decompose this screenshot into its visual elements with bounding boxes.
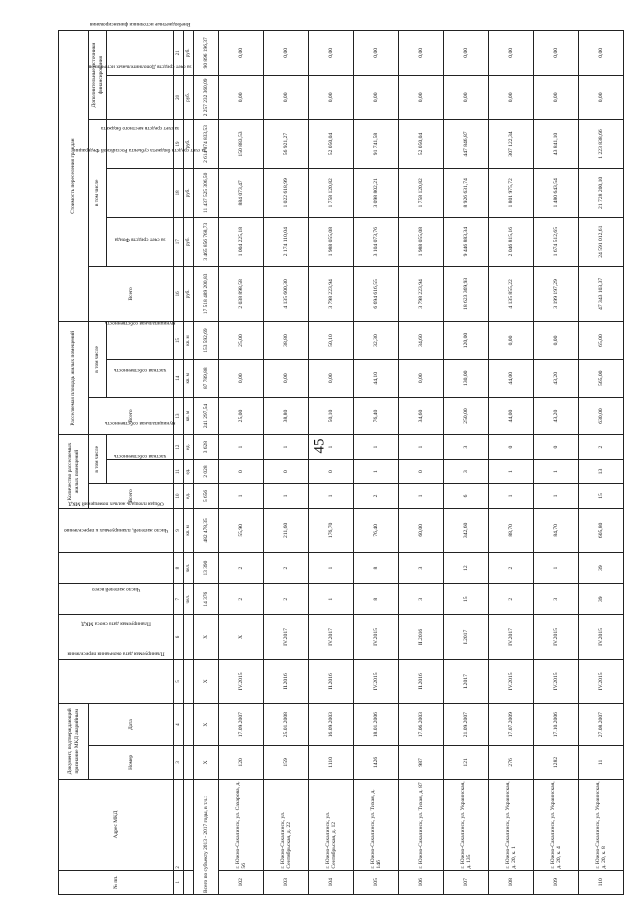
table-cell: 32,30 xyxy=(354,322,399,360)
table-cell: 1 004 225,18 xyxy=(219,217,264,266)
table-cell: чел. xyxy=(184,553,194,584)
table-body xyxy=(174,31,624,895)
table-cell: IV.2015 xyxy=(534,615,579,659)
table-cell: руб. xyxy=(184,168,194,217)
table-cell: 3 798 223,94 xyxy=(309,266,354,322)
table-cell: 0,00 xyxy=(219,359,264,397)
table-cell: 1 xyxy=(309,553,354,584)
table-cell: IV.2015 xyxy=(354,659,399,703)
header-area-private: частная собственность xyxy=(107,359,174,397)
table-cell: г. Южно-Сахалинск, ул. Сентябрьская, д. 12 xyxy=(309,779,354,870)
table-cell: 8 xyxy=(354,553,399,584)
table-cell: 3 628 xyxy=(194,435,219,459)
table-cell: 60,00 xyxy=(399,508,444,552)
table-cell: 4 135 855,22 xyxy=(489,266,534,322)
table-cell: 2 xyxy=(489,584,534,615)
table-cell: IV.2015 xyxy=(219,659,264,703)
table-cell: 43 841,10 xyxy=(534,120,579,169)
table-cell: II.2016 xyxy=(399,615,444,659)
table-cell: руб. xyxy=(184,120,194,169)
table-cell: 0,00 xyxy=(534,75,579,119)
table-cell: 3 xyxy=(174,746,184,779)
table-cell: 11 xyxy=(174,459,184,483)
table-cell: 0,00 xyxy=(534,31,579,76)
header-doc-group: Документ, подтверждающий признание МКД аварийным xyxy=(59,704,89,779)
table-cell: 10 xyxy=(174,484,184,508)
table-cell: 0,00 xyxy=(264,75,309,119)
column-index-row xyxy=(174,31,184,895)
header-area-municipal: муниципальная собственность xyxy=(107,322,174,360)
table-cell: кв. м xyxy=(184,359,194,397)
table-cell: X xyxy=(194,704,219,746)
header-cost-incl: в том числе xyxy=(89,120,107,267)
table-cell: 0,00 xyxy=(489,75,534,119)
header-area-incl: в том числе xyxy=(89,322,107,398)
table-cell: 1 988 055,08 xyxy=(309,217,354,266)
table-cell: 56 921,27 xyxy=(264,120,309,169)
table-cell: 0,00 xyxy=(219,31,264,76)
table-cell: 21.09.2007 xyxy=(444,704,489,746)
table-cell: 15 xyxy=(579,484,624,508)
table-cell: II.2016 xyxy=(309,659,354,703)
table-cell: 0,00 xyxy=(309,75,354,119)
table-cell: кв. м xyxy=(184,397,194,435)
table-cell: 0,00 xyxy=(444,75,489,119)
table-cell: 3 798 223,94 xyxy=(399,266,444,322)
table-cell xyxy=(184,615,194,659)
table-cell: 102 xyxy=(219,870,264,894)
header-residents: Число жителей всего xyxy=(59,584,174,615)
table-cell: 17.06.2003 xyxy=(399,704,444,746)
table-cell: 7 xyxy=(174,584,184,615)
table-cell: 110 xyxy=(579,870,624,894)
table-cell: X xyxy=(194,746,219,779)
table-cell: 84,70 xyxy=(534,508,579,552)
table-row xyxy=(354,31,399,895)
table-cell: 19 xyxy=(174,120,184,169)
table-cell: 8 xyxy=(354,584,399,615)
header-area-total: Всего xyxy=(89,397,174,435)
header-subject-budget: за счет средств бюджета субъекта Российской Федерации xyxy=(107,168,174,217)
table-cell: г. Южно-Сахалинск, ул. Украинская, д. 20, к. 8 xyxy=(579,779,624,870)
header-qty-private: частная собственность xyxy=(107,459,174,483)
table-cell: руб. xyxy=(184,31,194,76)
table-cell: 0,00 xyxy=(219,75,264,119)
rotated-table-container xyxy=(58,20,607,895)
header-planned-resettle: Планируемая дата окончания переселения xyxy=(59,659,174,703)
table-cell: 1 xyxy=(534,459,579,483)
resettlement-table xyxy=(58,20,624,895)
table-cell: 20 xyxy=(174,75,184,119)
table-cell: 1 xyxy=(399,435,444,459)
table-cell: 2 174 110,04 xyxy=(264,217,309,266)
table-cell: 12 xyxy=(444,553,489,584)
table-cell: 9 446 883,34 xyxy=(444,217,489,266)
table-cell: руб. xyxy=(184,217,194,266)
header-fund: за счет средств Фонда xyxy=(107,217,174,266)
table-cell: 3 xyxy=(534,584,579,615)
table-cell xyxy=(184,704,194,746)
table-cell: 14 376 xyxy=(194,584,219,615)
table-cell: г. Южно-Сахалинск, ул. Украинская, д. 20, к. 4 xyxy=(534,779,579,870)
table-cell: 5 xyxy=(174,659,184,703)
table-cell: 241 297,54 xyxy=(194,397,219,435)
table-cell: X xyxy=(194,615,219,659)
table-cell: 104 xyxy=(309,870,354,894)
table-cell: 76,40 xyxy=(354,508,399,552)
table-cell: 25.01.2008 xyxy=(264,704,309,746)
table-cell: Всего по субъекту 2013 - 2017 годы, в т.ч.: xyxy=(194,779,219,894)
table-cell: 1 xyxy=(354,459,399,483)
table-cell: 8 926 631,74 xyxy=(444,168,489,217)
table-cell: 447 846,87 xyxy=(444,120,489,169)
table-cell: чел. xyxy=(184,584,194,615)
table-cell: 3 465 856 768,73 xyxy=(194,217,219,266)
table-cell: 0,00 xyxy=(579,31,624,76)
table-cell: II.2016 xyxy=(399,659,444,703)
table-row xyxy=(444,31,489,895)
table-cell xyxy=(184,870,194,894)
table-cell: 482 478,35 xyxy=(194,508,219,552)
table-cell: 2 xyxy=(489,553,534,584)
table-cell: 91 741,58 xyxy=(354,120,399,169)
table-cell: 9 xyxy=(174,508,184,552)
table-cell: X xyxy=(194,659,219,703)
table-cell: 0,00 xyxy=(309,359,354,397)
header-qty-incl: в том числе xyxy=(89,435,107,484)
table-cell: 25,00 xyxy=(219,322,264,360)
table-cell: 3 098 802,21 xyxy=(354,168,399,217)
table-cell: 2 xyxy=(579,435,624,459)
table-cell: 0 xyxy=(489,435,534,459)
table-cell xyxy=(184,659,194,703)
table-cell: г. Южно-Сахалинск, ул. Украинская, д. 20, к. 1 xyxy=(489,779,534,870)
table-cell: 1 758 120,82 xyxy=(399,168,444,217)
table-cell: 0,00 xyxy=(399,75,444,119)
table-cell: 17.07.2009 xyxy=(489,704,534,746)
table-cell: IV.2017 xyxy=(264,615,309,659)
table-cell: 13 390 xyxy=(194,553,219,584)
table-cell: 38,80 xyxy=(264,397,309,435)
table-cell: 11 xyxy=(579,746,624,779)
table-cell: 3 199 197,29 xyxy=(534,266,579,322)
table-cell: 18 623 369,93 xyxy=(444,266,489,322)
table-cell: 21 728 200,10 xyxy=(579,168,624,217)
table-cell: 34,60 xyxy=(399,322,444,360)
table-cell: г. Южно-Сахалинск, ул. Сахарова, д. 56 xyxy=(219,779,264,870)
table-cell: 2 257 232 360,09 xyxy=(194,75,219,119)
table-cell: 0,00 xyxy=(399,31,444,76)
header-extra-other: Внебюджетные источники финансирования xyxy=(107,31,174,76)
table-cell: ед. xyxy=(184,435,194,459)
table-cell: 565,00 xyxy=(579,359,624,397)
table-cell: 1 xyxy=(354,435,399,459)
table-cell: 120,00 xyxy=(444,322,489,360)
table-cell: 1 xyxy=(534,484,579,508)
table-row xyxy=(264,31,309,895)
table-cell: 15 xyxy=(444,584,489,615)
table-row xyxy=(219,31,264,895)
table-cell: 4 135 600,30 xyxy=(264,266,309,322)
table-cell: 342,60 xyxy=(444,508,489,552)
table-cell: 1 801 975,72 xyxy=(489,168,534,217)
table-cell: 3 xyxy=(444,459,489,483)
table-cell: 1 xyxy=(174,870,184,894)
table-cell: 52 050,04 xyxy=(399,120,444,169)
table-cell: 276 xyxy=(489,746,534,779)
table-cell: 630,00 xyxy=(579,397,624,435)
table-cell: 0,00 xyxy=(534,322,579,360)
table-row xyxy=(489,31,534,895)
table-cell: 6 xyxy=(174,615,184,659)
table-cell: 0,00 xyxy=(399,359,444,397)
table-cell: 130,00 xyxy=(444,359,489,397)
table-cell: 39 xyxy=(579,553,624,584)
table-cell: кв. м xyxy=(184,322,194,360)
table-cell: 1282 xyxy=(534,746,579,779)
header-people-planned: Число жителей, планируемых к переселению xyxy=(59,553,174,584)
table-cell: руб. xyxy=(184,75,194,119)
table-cell: 15 xyxy=(174,322,184,360)
header-num: № пп. xyxy=(59,870,174,894)
table-cell: 11 437 525 306,50 xyxy=(194,168,219,217)
table-cell: 16.09.2003 xyxy=(309,704,354,746)
table-cell: 153 592,69 xyxy=(194,322,219,360)
table-cell: 1 988 055,08 xyxy=(399,217,444,266)
header-planned-demolish: Планируемая дата сноса МКД xyxy=(59,615,174,659)
table-cell: 2 038 898,58 xyxy=(219,266,264,322)
table-cell: 2 xyxy=(174,779,184,870)
table-cell: IV.2017 xyxy=(309,615,354,659)
header-address: Адрес МКД xyxy=(59,779,174,870)
table-row xyxy=(534,31,579,895)
table-cell: 150 883,53 xyxy=(219,120,264,169)
units-row xyxy=(184,31,194,895)
table-cell: I.2017 xyxy=(444,615,489,659)
table-cell: 3 xyxy=(399,553,444,584)
table-cell: 1 xyxy=(219,435,264,459)
table-cell: 47 343 103,37 xyxy=(579,266,624,322)
header-extra-sources: Дополнительные источники финансирования xyxy=(89,31,107,120)
table-cell: 43,20 xyxy=(534,359,579,397)
table-cell: 2 xyxy=(264,553,309,584)
table-cell: 1 674 512,65 xyxy=(534,217,579,266)
table-cell: 1 xyxy=(309,484,354,508)
table-cell: 18 xyxy=(174,168,184,217)
table-cell: 17 xyxy=(174,217,184,266)
table-cell: 107 xyxy=(444,870,489,894)
table-cell: 0,00 xyxy=(489,31,534,76)
table-cell: 106 xyxy=(399,870,444,894)
table-cell: 1 223 838,66 xyxy=(579,120,624,169)
table-cell: 24 591 012,61 xyxy=(579,217,624,266)
table-cell: г. Южно-Сахалинск, ул. Тихая, д. 14б xyxy=(354,779,399,870)
table-cell: 1 xyxy=(489,459,534,483)
table-cell: 5 656 xyxy=(194,484,219,508)
header-qty-total: Всего xyxy=(89,484,174,508)
table-cell: 38,80 xyxy=(264,322,309,360)
table-cell: 16 xyxy=(174,266,184,322)
table-cell: 44,00 xyxy=(489,397,534,435)
table-cell: 2 xyxy=(219,553,264,584)
table-cell: 0,00 xyxy=(264,359,309,397)
table-cell: X xyxy=(219,615,264,659)
table-cell: 2 028 xyxy=(194,459,219,483)
table-cell: 307 122,34 xyxy=(489,120,534,169)
table-cell: 39 xyxy=(579,584,624,615)
total-row xyxy=(194,31,219,895)
table-cell: 0,00 xyxy=(354,31,399,76)
table-cell: кв. м xyxy=(184,508,194,552)
table-cell: 3 104 073,76 xyxy=(354,217,399,266)
table-cell: 18.01.2006 xyxy=(354,704,399,746)
table-cell: 0,00 xyxy=(489,322,534,360)
table-cell: 8 xyxy=(174,553,184,584)
table-cell: 103 xyxy=(264,870,309,894)
table-cell: 1 022 618,99 xyxy=(264,168,309,217)
table-cell: IV.2015 xyxy=(579,615,624,659)
table-cell: 50,10 xyxy=(309,322,354,360)
table-cell: руб. xyxy=(184,266,194,322)
table-cell: 17.10.2006 xyxy=(534,704,579,746)
table-cell: 1 xyxy=(309,435,354,459)
table-cell: 2 046 815,16 xyxy=(489,217,534,266)
table-cell: IV.2015 xyxy=(489,659,534,703)
table-cell: 12 xyxy=(174,435,184,459)
table-cell: 34,60 xyxy=(399,397,444,435)
header-qty-municipal: муниципальная собственность xyxy=(107,435,174,459)
table-row xyxy=(579,31,624,895)
table-cell: 0 xyxy=(309,459,354,483)
table-cell: 52 050,04 xyxy=(309,120,354,169)
table-cell: 3 xyxy=(399,584,444,615)
table-cell: 109 xyxy=(534,870,579,894)
table-cell: 4 xyxy=(174,704,184,746)
table-row xyxy=(309,31,354,895)
table-cell: 0,00 xyxy=(264,31,309,76)
table-cell: 120 xyxy=(219,746,264,779)
table-cell: 605,80 xyxy=(579,508,624,552)
table-cell: ед. xyxy=(184,459,194,483)
table-cell: 27.08.2007 xyxy=(579,704,624,746)
table-cell: 21 xyxy=(174,31,184,76)
table-cell: г. Южно-Сахалинск, ул. Сентябрьская, д. 22 xyxy=(264,779,309,870)
table-cell: 176,70 xyxy=(309,508,354,552)
header-local-budget: за счет средств местного бюджета xyxy=(107,120,174,169)
table-cell: 44,00 xyxy=(489,359,534,397)
table-cell: 1 xyxy=(264,435,309,459)
header-cost-total: Всего xyxy=(89,266,174,322)
header-area: Общая площадь жилых помещений МКД xyxy=(59,508,174,552)
table-cell: 76,40 xyxy=(354,397,399,435)
table-cell: IV.2015 xyxy=(579,659,624,703)
table-cell: I.2017 xyxy=(444,659,489,703)
table-cell: 121 xyxy=(444,746,489,779)
table-cell: 2 xyxy=(354,484,399,508)
table-cell: 1 xyxy=(399,484,444,508)
table-cell: 44,10 xyxy=(354,359,399,397)
table-cell: 50,10 xyxy=(309,397,354,435)
table-cell: 0 xyxy=(399,459,444,483)
table-row xyxy=(399,31,444,895)
header-extra-total: за счет средств Дополнительных источников xyxy=(107,75,174,119)
table-cell: II.2016 xyxy=(264,659,309,703)
table-cell: 1 480 643,54 xyxy=(534,168,579,217)
table-cell: 2 614 874 833,53 xyxy=(194,120,219,169)
table-cell: 108 xyxy=(489,870,534,894)
header-area-group: Расселяемая площадь жилых помещений xyxy=(59,322,89,435)
table-cell: 25,00 xyxy=(219,397,264,435)
header-doc-date: Дата xyxy=(89,704,174,746)
table-cell xyxy=(184,746,194,779)
table-cell: 90 896 196,37 xyxy=(194,31,219,76)
table-cell: 13 xyxy=(579,459,624,483)
table-cell: IV.2015 xyxy=(534,659,579,703)
table-cell: 87 789,88 xyxy=(194,359,219,397)
table-cell xyxy=(184,779,194,870)
table-cell: 1426 xyxy=(354,746,399,779)
table-cell: 3 xyxy=(444,435,489,459)
table-cell: 2 xyxy=(219,584,264,615)
table-cell: 55,90 xyxy=(219,508,264,552)
table-cell: 211,60 xyxy=(264,508,309,552)
header-cost-group: Стоимость переселения граждан xyxy=(59,31,89,322)
table-cell: 14 xyxy=(174,359,184,397)
table-cell: 1 xyxy=(489,484,534,508)
table-cell: 1 758 120,82 xyxy=(309,168,354,217)
table-cell: 159 xyxy=(264,746,309,779)
table-cell: 0 xyxy=(219,459,264,483)
table-cell: 1 xyxy=(219,484,264,508)
header-doc-number: Номер xyxy=(89,746,174,779)
header-qty-group: Количество расселяемых жилых помещений xyxy=(59,435,89,508)
table-cell: 0,00 xyxy=(309,31,354,76)
table-cell: 250,00 xyxy=(444,397,489,435)
table-cell: 0 xyxy=(264,459,309,483)
table-cell: IV.2015 xyxy=(354,615,399,659)
table-cell: 0,00 xyxy=(354,75,399,119)
table-cell: 17.09.2007 xyxy=(219,704,264,746)
table-cell: 88,70 xyxy=(489,508,534,552)
table-cell: 0,00 xyxy=(444,31,489,76)
table-cell: 6 xyxy=(444,484,489,508)
table-cell: 43,20 xyxy=(534,397,579,435)
table-cell: 105 xyxy=(354,870,399,894)
table-cell: 884 073,47 xyxy=(219,168,264,217)
table-cell: 65,00 xyxy=(579,322,624,360)
table-cell: IV.2017 xyxy=(489,615,534,659)
table-cell: г. Южно-Сахалинск, ул. Украинская, д. 135 xyxy=(444,779,489,870)
table-cell: 2 xyxy=(264,584,309,615)
page-number: 45 xyxy=(311,438,328,454)
table-cell: 0 xyxy=(534,435,579,459)
table-cell: ед. xyxy=(184,484,194,508)
table-cell: 1 xyxy=(309,584,354,615)
table-cell: 13 xyxy=(174,397,184,435)
table-cell: 1 xyxy=(264,484,309,508)
table-cell: 17 518 489 200,83 xyxy=(194,266,219,322)
table-cell: 0,00 xyxy=(579,75,624,119)
table-cell: 987 xyxy=(399,746,444,779)
table-cell: 1 xyxy=(534,553,579,584)
table-cell: 6 694 616,55 xyxy=(354,266,399,322)
table-cell: г. Южно-Сахалинск, ул. Тихая, д. 87 xyxy=(399,779,444,870)
table-cell: 1110 xyxy=(309,746,354,779)
